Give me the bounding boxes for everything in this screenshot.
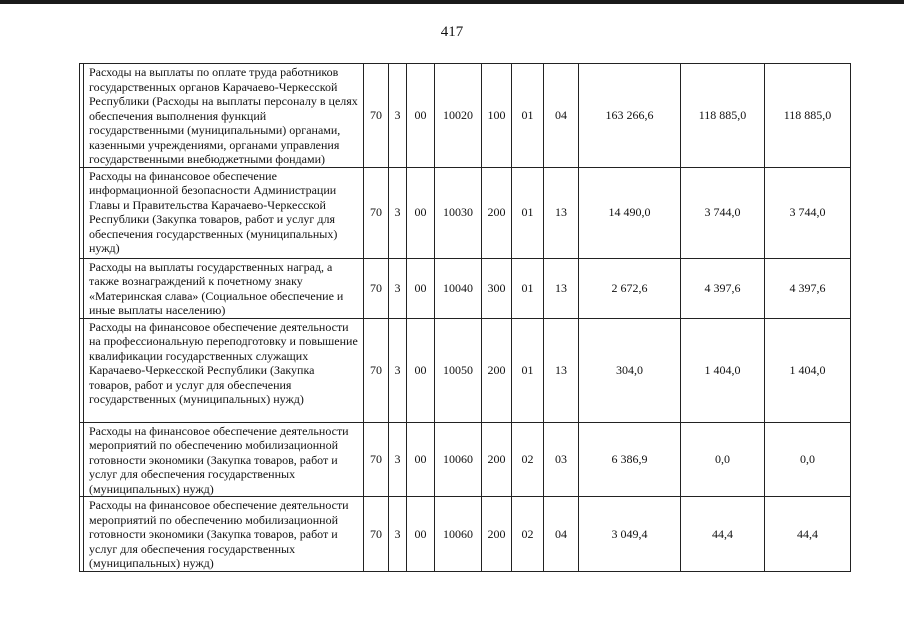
- description-cell: Расходы на финансовое обеспечение деятельности мероприятий по обеспечению мобилизационной готовности экономики (Закупка товаров, работ и услуг для обеспечения государственных (муниципальных) нужд): [84, 497, 364, 572]
- amount-cell: 6 386,9: [579, 422, 681, 497]
- code-cell: 3: [389, 258, 407, 318]
- code-cell: 01: [512, 318, 544, 422]
- code-cell: 100: [482, 64, 512, 168]
- description-cell: Расходы на финансовое обеспечение информационной безопасности Администрации Главы и Правительства Карачаево-Черкесской Республики (Закупка товаров, работ и услуг для обеспечения государственных (муниципальных) нужд): [84, 167, 364, 258]
- code-cell: 10030: [435, 167, 482, 258]
- code-cell: 200: [482, 167, 512, 258]
- code-cell: 3: [389, 64, 407, 168]
- description-cell: Расходы на выплаты государственных наград, а также вознаграждений к почетному знаку «Материнская слава» (Социальное обеспечение и иные выплаты населению): [84, 258, 364, 318]
- code-cell: 01: [512, 167, 544, 258]
- amount-cell: 0,0: [765, 422, 851, 497]
- code-cell: 200: [482, 318, 512, 422]
- code-cell: 10040: [435, 258, 482, 318]
- code-cell: 70: [364, 497, 389, 572]
- code-cell: 200: [482, 497, 512, 572]
- page-number: 417: [440, 24, 464, 40]
- code-cell: 02: [512, 422, 544, 497]
- description-cell: Расходы на финансовое обеспечение деятельности на профессиональную переподготовку и повышение квалификации государственных служащих Карачаево-Черкесской Республики (Закупка товаров, работ и услуг для обеспечения государственных (муниципальных) нужд): [84, 318, 364, 422]
- code-cell: 00: [407, 318, 435, 422]
- code-cell: 70: [364, 422, 389, 497]
- table-row: [80, 497, 851, 572]
- amount-cell: 44,4: [765, 497, 851, 572]
- code-cell: 200: [482, 422, 512, 497]
- code-cell: 10060: [435, 422, 482, 497]
- code-cell: 02: [512, 497, 544, 572]
- code-cell: 01: [512, 64, 544, 168]
- amount-cell: 3 049,4: [579, 497, 681, 572]
- table-row: [80, 258, 851, 318]
- code-cell: 03: [544, 422, 579, 497]
- table-row: [80, 167, 851, 258]
- code-cell: 3: [389, 422, 407, 497]
- code-cell: 13: [544, 258, 579, 318]
- amount-cell: 14 490,0: [579, 167, 681, 258]
- code-cell: 70: [364, 258, 389, 318]
- amount-cell: 118 885,0: [681, 64, 765, 168]
- amount-cell: 163 266,6: [579, 64, 681, 168]
- code-cell: 10060: [435, 497, 482, 572]
- amount-cell: 304,0: [579, 318, 681, 422]
- budget-table: [79, 63, 851, 572]
- code-cell: 70: [364, 167, 389, 258]
- description-cell: Расходы на финансовое обеспечение деятельности мероприятий по обеспечению мобилизационной готовности экономики (Закупка товаров, работ и услуг для обеспечения государственных (муниципальных) нужд): [84, 422, 364, 497]
- code-cell: 04: [544, 64, 579, 168]
- code-cell: 70: [364, 318, 389, 422]
- code-cell: 3: [389, 167, 407, 258]
- code-cell: 13: [544, 167, 579, 258]
- code-cell: 10050: [435, 318, 482, 422]
- amount-cell: 3 744,0: [681, 167, 765, 258]
- amount-cell: 0,0: [681, 422, 765, 497]
- code-cell: 70: [364, 64, 389, 168]
- table-row: [80, 422, 851, 497]
- table-row: [80, 64, 851, 168]
- amount-cell: 2 672,6: [579, 258, 681, 318]
- description-cell: Расходы на выплаты по оплате труда работников государственных органов Карачаево-Черкесской Республики (Расходы на выплаты персоналу в целях обеспечения выполнения функций государственными (муниципальными) органами, казенными учреждениями, органами управления государственными внебюджетными фондами): [84, 64, 364, 168]
- amount-cell: 118 885,0: [765, 64, 851, 168]
- code-cell: 3: [389, 497, 407, 572]
- amount-cell: 1 404,0: [765, 318, 851, 422]
- code-cell: 01: [512, 258, 544, 318]
- amount-cell: 4 397,6: [681, 258, 765, 318]
- page-top-border: [0, 0, 904, 4]
- code-cell: 00: [407, 497, 435, 572]
- code-cell: 300: [482, 258, 512, 318]
- code-cell: 13: [544, 318, 579, 422]
- code-cell: 04: [544, 497, 579, 572]
- amount-cell: 4 397,6: [765, 258, 851, 318]
- code-cell: 00: [407, 258, 435, 318]
- table-row: [80, 318, 851, 422]
- code-cell: 00: [407, 64, 435, 168]
- amount-cell: 1 404,0: [681, 318, 765, 422]
- code-cell: 00: [407, 422, 435, 497]
- amount-cell: 3 744,0: [765, 167, 851, 258]
- code-cell: 10020: [435, 64, 482, 168]
- code-cell: 3: [389, 318, 407, 422]
- amount-cell: 44,4: [681, 497, 765, 572]
- code-cell: 00: [407, 167, 435, 258]
